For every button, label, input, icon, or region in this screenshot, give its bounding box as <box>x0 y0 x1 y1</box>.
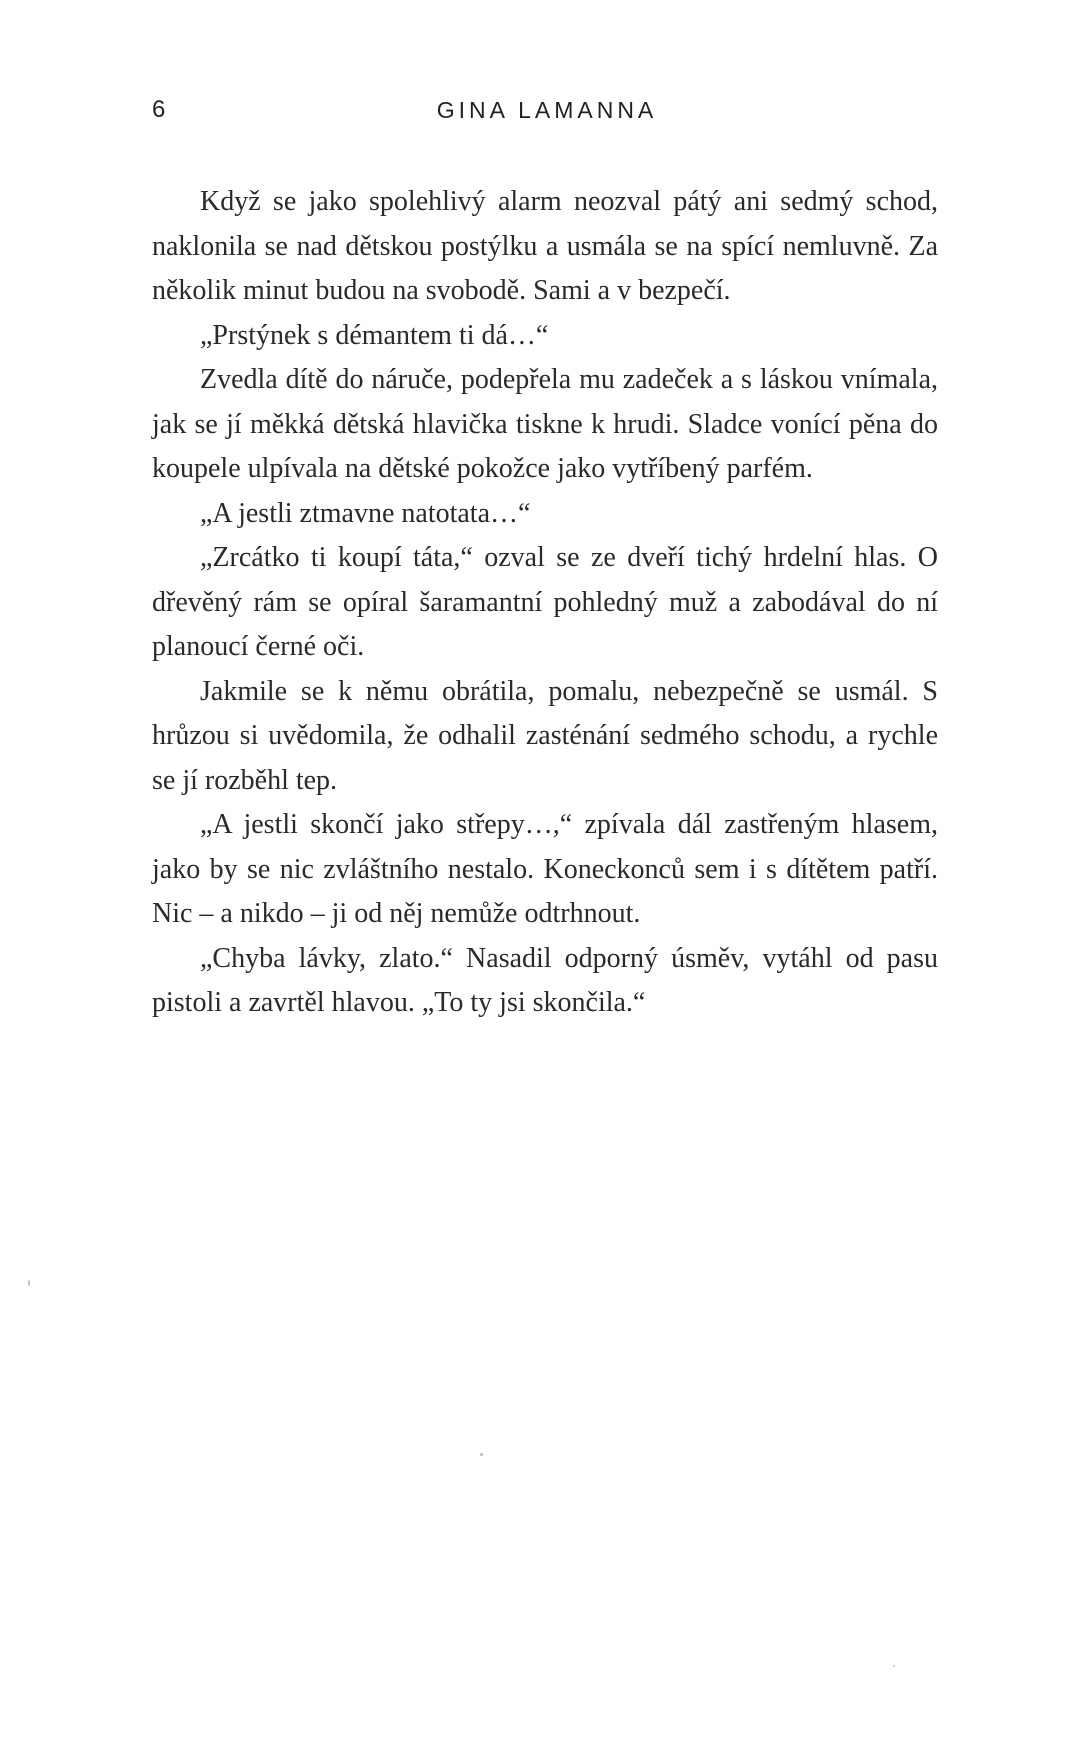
paragraph: „Zrcátko ti koupí táta,“ ozval se ze dveří tichý hrdelní hlas. O dřevěný rám se opíral šaramantní pohledný muž a zabodával do ní planoucí černé oči. <box>152 542 938 662</box>
paragraph: „A jestli skončí jako střepy…,“ zpívala dál zastřeným hlasem, jako by se nic zvláštního nestalo. Koneckonců sem i s dítětem patří. Nic – a nikdo – ji od něj nemůže odtrhnout. <box>152 809 938 929</box>
running-title: GINA LAMANNA <box>436 97 658 123</box>
paragraph: „Prstýnek s démantem ti dá…“ <box>200 319 549 351</box>
scan-speck <box>28 1280 30 1286</box>
page-number: 6 <box>152 96 166 123</box>
body-text <box>152 180 938 1026</box>
paragraph: „Chyba lávky, zlato.“ Nasadil odporný úsměv, vytáhl od pasu pistoli a zavrtěl hlavou. „To ty jsi skončila.“ <box>152 942 938 1018</box>
running-head <box>152 92 942 128</box>
paragraph: „A jestli ztmavne natotata…“ <box>200 497 531 529</box>
paragraph: Když se jako spolehlivý alarm neozval pátý ani sedmý schod, naklonila se nad dětskou postýlku a usmála se na spící nemluvně. Za několik minut budou na svobodě. Sami a v bezpečí. <box>152 186 938 306</box>
scan-speck <box>480 1453 483 1456</box>
paragraph: Jakmile se k němu obrátila, pomalu, nebezpečně se usmál. S hrůzou si uvědomila, že odhalil zasténání sedmého schodu, a rychle se jí rozběhl tep. <box>152 675 938 796</box>
scan-speck <box>893 1665 895 1667</box>
paragraph: Zvedla dítě do náruče, podepřela mu zadeček a s láskou vnímala, jak se jí měkká dětská hlavička tiskne k hrudi. Sladce vonící pěna do koupele ulpívala na dětské pokožce jako vytříbený parfém. <box>152 364 938 484</box>
